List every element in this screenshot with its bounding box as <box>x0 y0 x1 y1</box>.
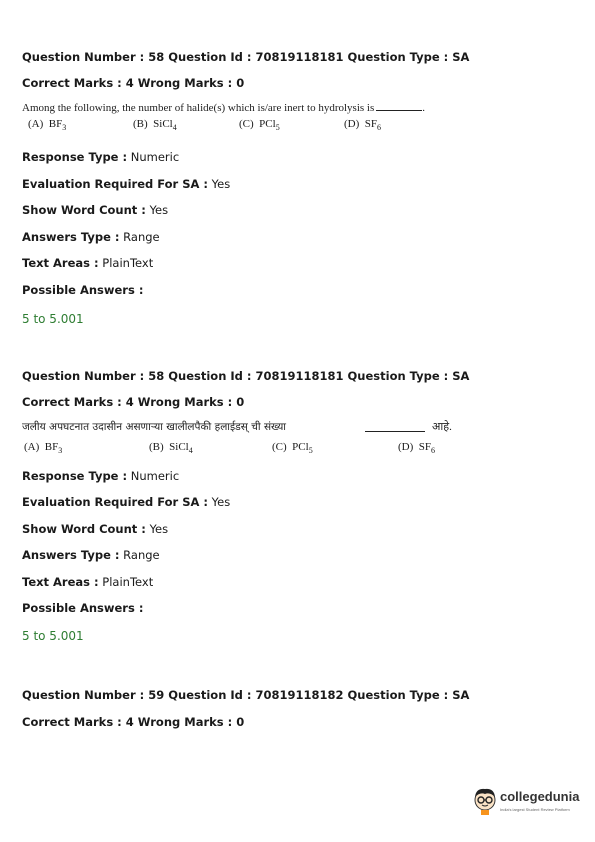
evaluation-required: Evaluation Required For SA : Yes <box>22 495 231 509</box>
logo-name: collegedunia <box>500 789 580 804</box>
question-text: जलीय अपघटनात उदासीन असणाऱ्या खालीलपैकी हलाईडस् ची संख्या <box>22 421 287 433</box>
marks-line: Correct Marks : 4 Wrong Marks : 0 <box>22 76 245 90</box>
option-d: (D) $SF_6$ <box>344 118 382 132</box>
answer-blank <box>365 423 425 432</box>
possible-answer-value: 5 to 5.001 <box>22 312 84 326</box>
marks-line: Correct Marks : 4 Wrong Marks : 0 <box>22 395 245 409</box>
possible-answers-label: Possible Answers : <box>22 601 144 615</box>
marks-line: Correct Marks : 4 Wrong Marks : 0 <box>22 715 245 729</box>
possible-answer-value: 5 to 5.001 <box>22 629 84 643</box>
evaluation-required: Evaluation Required For SA : Yes <box>22 177 231 191</box>
question-header: Question Number : 58 Question Id : 70819118181 Question Type : SA <box>22 50 470 64</box>
option-b: (B) SiCl$_4$ <box>149 441 193 455</box>
show-word-count: Show Word Count : Yes <box>22 522 169 536</box>
option-b: (B) SiCl$_4$ <box>133 118 177 132</box>
question-header: Question Number : 58 Question Id : 70819118181 Question Type : SA <box>22 369 470 383</box>
option-a: (A) $BF_3$ <box>28 118 67 132</box>
logo-tagline: India's largest Student Review Platform <box>500 807 570 812</box>
answers-type: Answers Type : Range <box>22 548 160 562</box>
response-type: Response Type : Numeric <box>22 469 180 483</box>
response-type: Response Type : Numeric <box>22 150 180 164</box>
option-a: (A) $BF_3$ <box>24 441 63 455</box>
collegedunia-logo <box>472 786 582 826</box>
question-end: आहे. <box>432 421 452 433</box>
answers-type: Answers Type : Range <box>22 230 160 244</box>
option-d: (D) $SF_6$ <box>398 441 436 455</box>
possible-answers-label: Possible Answers : <box>22 283 144 297</box>
show-word-count: Show Word Count : Yes <box>22 203 169 217</box>
answer-blank <box>376 102 422 111</box>
option-c: (C) PCl$_5$ <box>239 118 280 132</box>
question-text: Among the following, the number of halide(s) which is/are inert to hydrolysis is . <box>22 102 425 114</box>
text-areas: Text Areas : PlainText <box>22 575 154 589</box>
mascot-icon <box>472 786 498 816</box>
text-areas: Text Areas : PlainText <box>22 256 154 270</box>
question-header: Question Number : 59 Question Id : 70819118182 Question Type : SA <box>22 688 470 702</box>
option-c: (C) PCl$_5$ <box>272 441 313 455</box>
